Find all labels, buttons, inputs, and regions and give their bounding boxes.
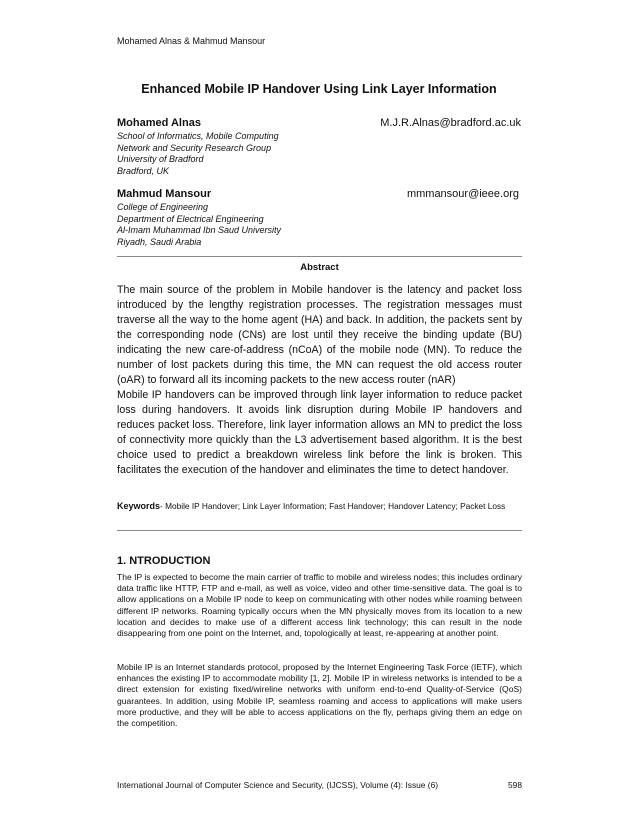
author-block-1 [117,117,523,177]
abstract-paragraph: Mobile IP handovers can be improved through link layer information to reduce packet loss during handovers. It avoids link disruption during Mobile IP handovers and reduces packet loss. Therefore, link layer information allows an MN to predict the loss of connectivity more quickly than the L3 advertisement based algorithm. It is the best choice used to predict a breakdown wireless link before the link is broken. This facilitates the execution of the handover and eliminates the time to detect handover. [117,389,522,476]
body-paragraph: Mobile IP is an Internet standards protocol, proposed by the Internet Engineering Task Force (IETF), which enhances the existing IP to accommodate mobility [1, 2]. Mobile IP in wireless networks is intended to be a direct extension for existing fixed/wireline networks with uniform end-to-end Quality-of-Service (QoS) guarantees. In addition, using Mobile IP, seamless roaming and access to applications will make users more productive, and they will be able to access applications on the fly, perhaps giving them an edge on the competition. [117,662,522,729]
affiliation-line: College of Engineering [117,202,209,212]
paper-title: Enhanced Mobile IP Handover Using Link Layer Information [141,82,497,96]
affiliation-line: Department of Electrical Engineering [117,213,264,224]
affiliation-line: Network and Security Research Group [117,142,272,153]
journal-citation: International Journal of Computer Science and Security, (IJCSS), Volume (4): Issue (6) [117,780,439,790]
divider [117,530,522,531]
affiliation-line: School of Informatics, Mobile Computing [117,131,279,141]
section-heading: 1. NTRODUCTION [117,555,211,567]
keywords [117,501,522,512]
affiliation-line: University of Bradford [117,154,204,165]
page-number: 598 [508,780,522,790]
author-name: Mahmud Mansour [117,188,212,200]
author-block-2 [117,188,523,248]
abstract-paragraph: The main source of the problem in Mobile handover is the latency and packet loss introduced by the lengthy registration processes. The registration messages must traverse all the way to the home agent (HA) and back. In addition, the packets sent by the corresponding node (CNs) are lost until they receive the binding update (BU) indicating the new care-of-address (nCoA) of the mobile node (MN). To reduce the number of lost packets during this time, the MN can request the old access router (oAR) to forward all its incoming packets to the new access router (nAR) [117,284,522,386]
author-email: mmmansour@ieee.org [406,188,519,200]
author-email: M.J.R.Alnas@bradford.ac.uk [380,117,521,129]
affiliation-line: Riyadh, Saudi Arabia [117,236,202,247]
abstract-heading: Abstract [300,262,339,273]
author-name: Mohamed Alnas [117,117,201,129]
affiliation-line: Al-Imam Muhammad Ibn Saud University [117,225,282,236]
keywords-text: - Mobile IP Handover; Link Layer Information; Fast Handover; Handover Latency; Packet Loss [160,501,506,511]
affiliation-line: Bradford, UK [117,165,170,176]
abstract-body [117,283,522,478]
keywords-label: Keywords [117,501,161,511]
page-footer [117,780,522,790]
running-head: Mohamed Alnas & Mahmud Mansour [117,36,266,46]
body-paragraph: The IP is expected to become the main carrier of traffic to mobile and wireless nodes; this includes ordinary data traffic like HTTP, FTP and e-mail, as well as voice, video and other time-sensitive data. The goal is to allow applications on a Mobile IP node to keep on communicating with other nodes while roaming between different IP networks. Roaming typically occurs when the MN physically moves from its location to a new location and decides to make use of a different access link technology; this can result in the node disappearing from one point on the Internet, and, topologically at least, re-appearing at another point. [117,572,522,639]
divider [117,256,522,257]
